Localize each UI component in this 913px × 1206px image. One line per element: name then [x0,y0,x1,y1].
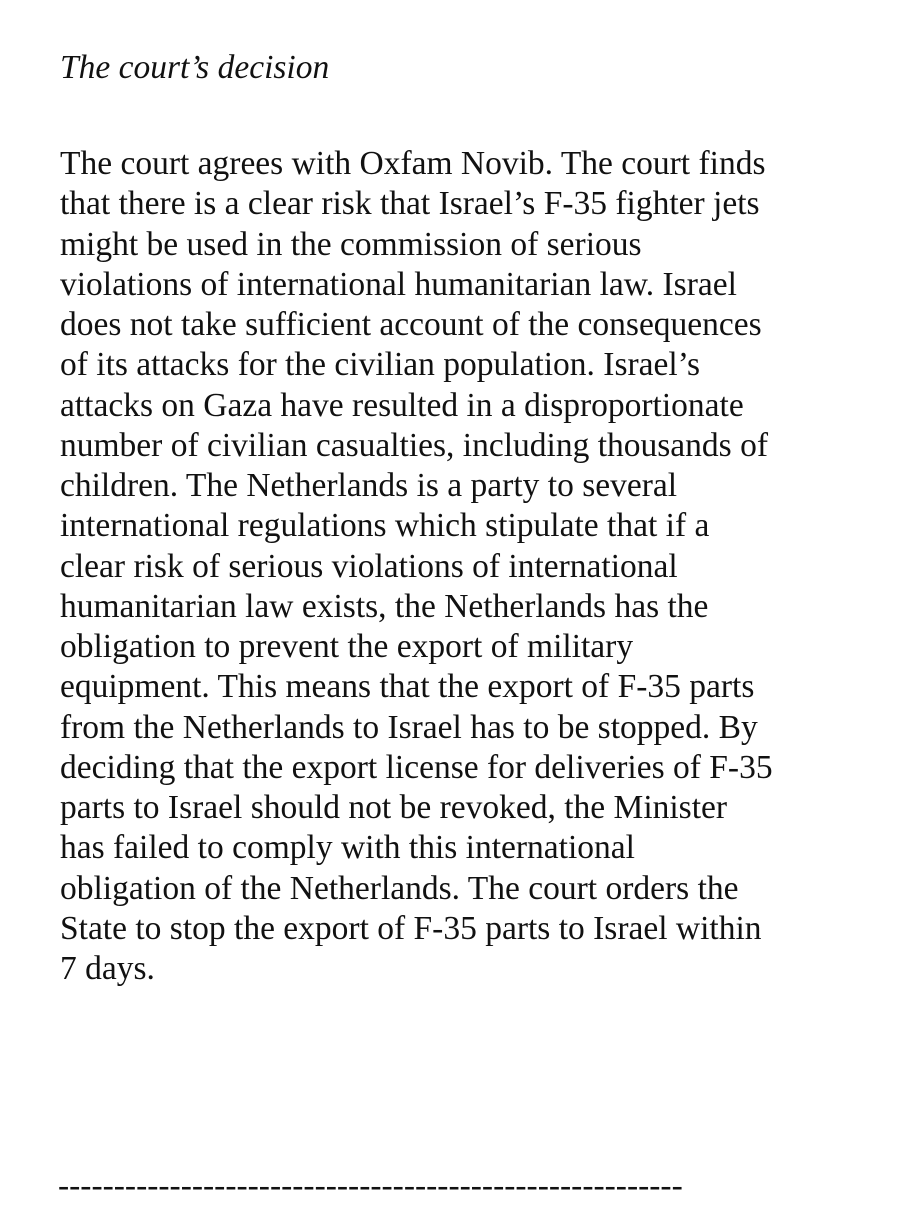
paragraph-line: children. The Netherlands is a party to several [60,467,678,504]
paragraph-line: might be used in the commission of serious [60,225,642,263]
paragraph-line: obligation of the Netherlands. The court orders the [60,869,739,907]
paragraph-line: attacks on Gaza have resulted in a disproportionate [60,386,744,424]
paragraph-line: international regulations which stipulate that if a [60,507,710,545]
decision-paragraph [60,144,900,989]
paragraph-line: violations of international humanitarian law. Israel [60,265,737,303]
paragraph-line: The court agrees with Oxfam Novib. The court finds [60,145,766,182]
paragraph-line: clear risk of serious violations of international [60,547,678,585]
paragraph-line: that there is a clear risk that Israel’s F-35 fighter jets [60,185,760,223]
paragraph-line: 7 days. [60,950,155,987]
paragraph-line: number of civilian casualties, including thousands of [60,426,768,464]
paragraph-line: deciding that the export license for deliveries of F-35 [60,748,773,786]
paragraph-line: of its attacks for the civilian population. Israel’s [60,346,701,384]
section-heading: The court’s decision [60,49,330,86]
paragraph-line: obligation to prevent the export of military [60,628,634,665]
paragraph-line: from the Netherlands to Israel has to be stopped. By [60,708,758,746]
paragraph-line: humanitarian law exists, the Netherlands has the [60,587,709,625]
paragraph-line: has failed to comply with this international [60,829,635,867]
paragraph-line: equipment. This means that the export of F-35 parts [60,668,755,706]
paragraph-line: parts to Israel should not be revoked, the Minister [60,789,728,826]
paragraph-line: does not take sufficient account of the consequences [60,306,762,343]
dashed-divider: -------------------------------------------------------- [58,1167,683,1204]
paragraph-line: State to stop the export of F-35 parts to Israel within [60,909,762,947]
